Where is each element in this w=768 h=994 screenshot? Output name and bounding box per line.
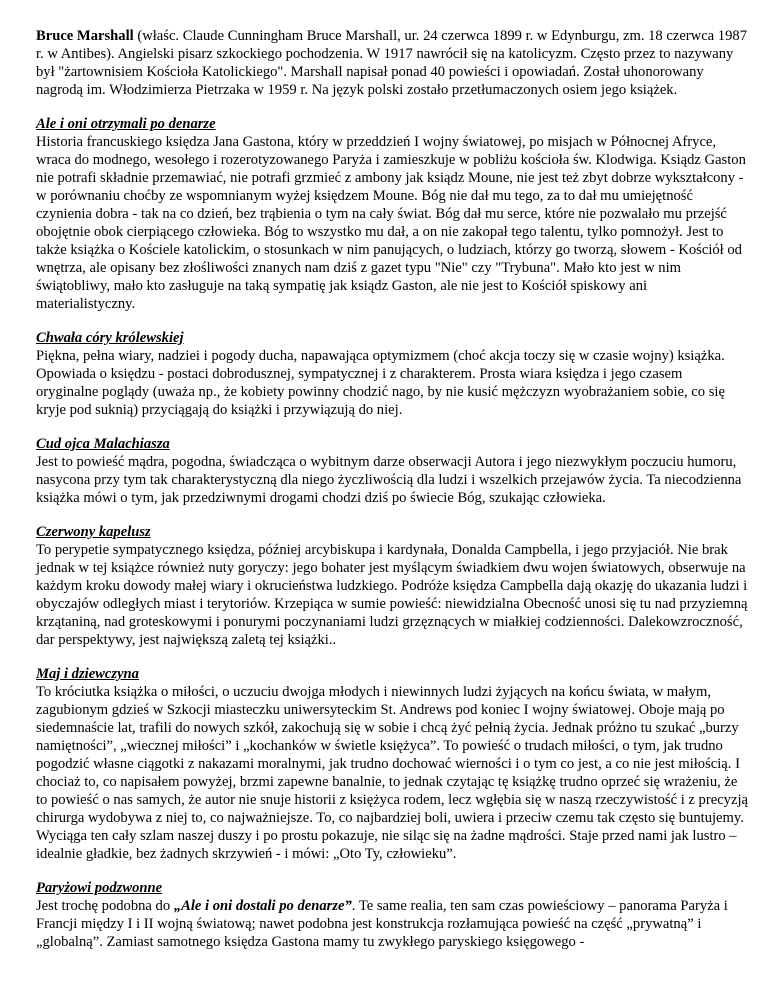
book-description: Historia francuskiego księdza Jana Gastona, który w przeddzień I wojny światowej, po misjach w Północnej Afryce, wraca do modnego, wesołego i rozerotyzowanego Paryża i zamieszkuje w pobliżu kościoła św. Klodwiga. Ksiądz Gaston nie potrafi składnie przemawiać, nie potrafi grzmieć z ambony jak ksiądz Moune, nie jest też zbyt dobrze wykształcony - w porównaniu choćby ze wspomnianym wyżej księdzem Moune. Bóg nie dał mu tego, za to dał mu umiejętność czynienia dobra - tak na co dzień, bez trąbienia o tym na cały świat. Bóg dał mu serce, które nie pozwalało mu przejść obojętnie obok cierpiącego człowieka. Bóg to wszystko mu dał, a on nie zakopał tego talentu, tylko pomnożył. Jest to także książka o Kościele katolickim, o stosunkach w nim panujących, o ludziach, którzy go tworzą, słowem - Kościół od wnętrza, ale opisany bez złośliwości znanych nam dziś z gazet typu "Nie" czy "Trybuna". Mało kto jest w nim świątobliwy, mało kto zasługuje na taką sympatię jak ksiądz Gaston, ale nie jest to Kościół spiskowy ani materialistyczny. (36, 134, 746, 312)
document-page (36, 27, 748, 967)
inline-book-title: „Ale i oni dostali po denarze” (173, 898, 352, 914)
book-title: Cud ojca Malachiasza (36, 436, 170, 452)
book-title: Maj i dziewczyna (36, 666, 139, 682)
book-entry-paryzowi (36, 879, 748, 951)
book-entry-czerwony-kapelusz (36, 523, 748, 649)
author-bio: (właśc. Claude Cunningham Bruce Marshall, ur. 24 czerwca 1899 r. w Edynburgu, zm. 18 czerwca 1987 r. w Antibes). Angielski pisarz szkockiego pochodzenia. W 1917 nawrócił się na katolicyzm. Często przez to nazywany był "żartownisiem Kościoła Katolickiego". Marshall napisał ponad 40 powieści i opowiadań. Został uhonorowany nagrodą im. Włodzimierza Pietrzaka w 1959 r. Na język polski zostało przetłumaczonych osiem jego książek. (36, 28, 747, 98)
book-description: To perypetie sympatycznego księdza, później arcybiskupa i kardynała, Donalda Campbella, i jego przyjaciół. Nie brak jednak w tej książce również nuty goryczy: jego bohater jest myślącym świadkiem dwu wojen światowych, obserwuje na każdym kroku dowody małej wiary i okrucieństwa ludzkiego. Podróże księdza Campbella dają okazję do ukazania ludzi i obyczajów odległych miast i terytoriów. Krzepiąca w sumie powieść: niewidzialna Obecność unosi się tu nad przyziemną krzątaniną, nad groteskowymi i ponurymi poczynaniami ludzi grzęznących w miałkiej codzienności. Dalekowzroczność, dar perspektywy, jest największą zaletą tej książki.. (36, 542, 748, 648)
book-entry-ale-i-oni (36, 115, 748, 313)
book-description: Jest to powieść mądra, pogodna, świadcząca o wybitnym darze obserwacji Autora i jego niezwykłym poczuciu humoru, nasycona przy tym tak charakterystyczną dla niego życzliwością dla ludzi i wszelkich przejawów życia. Ta niecodzienna książka mówi o tym, jak przedziwnymi drogami chodzi dziś po świecie Bóg, szukając człowieka. (36, 454, 742, 506)
description-text: . Te same realia, ten sam czas powieściowy – panorama Paryża i Francji między I i II wojną światową; nawet podobna jest konstrukcja rozłamująca powieść na część „prywatną” i „globalną”. Zamiast samotnego księdza Gastona mamy tu zwykłego paryskiego księgowego - (36, 898, 728, 950)
book-entry-chwala (36, 329, 748, 419)
book-description: Piękna, pełna wiary, nadziei i pogody ducha, napawająca optymizmem (choć akcja toczy się w czasie wojny) książka. Opowiada o księdzu - postaci dobrodusznej, sympatycznej i z charakterem. Prosta wiara księdza i jego czasem oryginalne poglądy (uważa np., że kobiety powinny chodzić nago, by nie kusić mężczyzn wyobrażaniem sobie, co się kryje pod suknią) przyciągają do książki i przywiązują do niej. (36, 348, 725, 418)
book-title: Ale i oni otrzymali po denarze (36, 116, 216, 132)
author-name: Bruce Marshall (36, 28, 134, 44)
book-entry-cud (36, 435, 748, 507)
author-intro (36, 27, 748, 99)
description-text: Jest trochę podobna do (36, 898, 174, 914)
book-title: Paryżowi podzwonne (36, 880, 163, 896)
book-description: To króciutka książka o miłości, o uczuciu dwojga młodych i niewinnych ludzi żyjących na końcu świata, w małym, zagubionym gdzieś w Szkocji miasteczku uniwersyteckim St. Andrews pod koniec I wojny światowej. Oboje mają po siedemnaście lat, trafili do nowych szkół, zakochują się w sobie i chcą żyć pełnią życia. Jednak próżno tu szukać „burzy namiętności”, „wiecznej miłości” i „kochanków w świetle księżyca”. To powieść o trudach miłości, o tym, jak trudno pogodzić własne ciągotki z nakazami moralnymi, jak trudno dochować wierności i o tym co jest, a co nie jest miłością. I chociaż to, co napisałem powyżej, brzmi zapewne banalnie, to jednak czytając tę książkę trudno oprzeć się wrażeniu, że to powieść o nas samych, że autor nie snuje historii z księżyca rodem, lecz wgłębia się w naszą rzeczywistość i z precyzją chirurga wydobywa z niej to, co najważniejsze. To, co najbardziej boli, uwiera i przeciw czemu tak często się buntujemy. Wyciąga ten cały szlam naszej duszy i po prostu pokazuje, nie siląc się na żadne mądrości. Staje przed nami jak lustro – idealnie gładkie, bez żadnych skrzywień - i mówi: „Oto Ty, człowieku”. (36, 684, 748, 862)
book-description (36, 898, 728, 950)
book-title: Czerwony kapelusz (36, 524, 151, 540)
book-title: Chwała córy królewskiej (36, 330, 184, 346)
book-entry-maj (36, 665, 748, 863)
